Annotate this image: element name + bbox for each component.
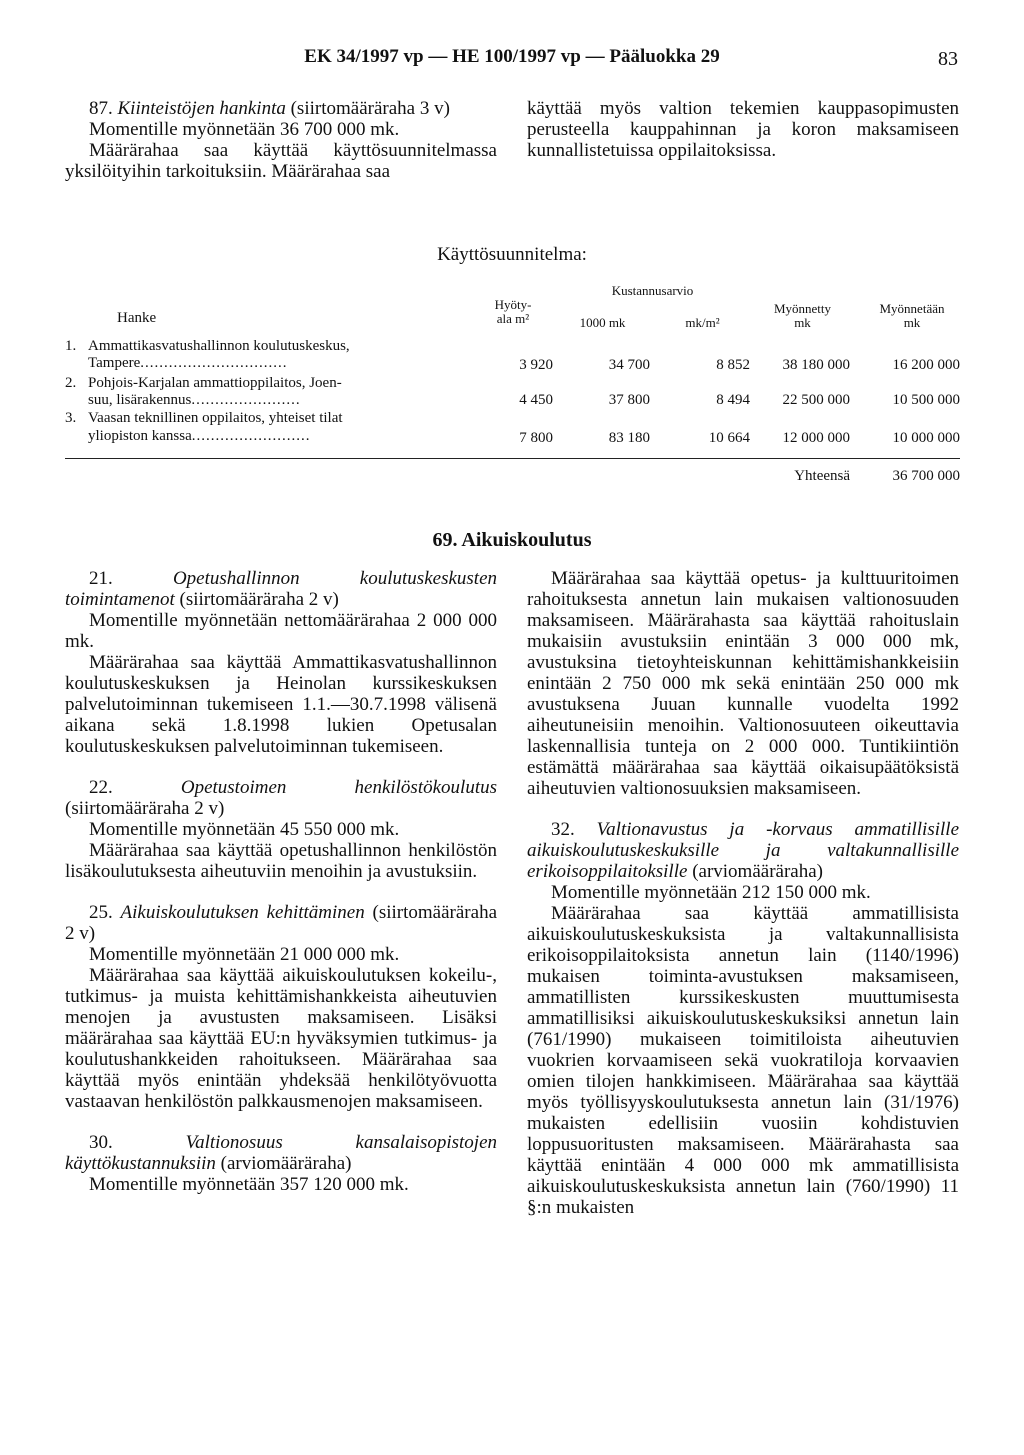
item-25-amount: Momentille myönnetään 21 000 000 mk. [89, 944, 400, 965]
col-header-area: Hyöty- [494, 297, 532, 312]
item-87-usage: Määrärahaa saa käyttää käyttösuunnitelmassa yksilöityihin tarkoituksiin. Määrärahaa saa [65, 140, 497, 182]
item-32-usage: Määrärahaa saa käyttää ammatillisista aikuiskoulutuskeskuksista ja valtakunnallisista erikoisoppilaitoksista annetun lain (1140/1996) mukaisen toiminta-avustuksen maksamiseen, ammatillisten kurssikeskusten muuttumisesta ammatillisiksi aikuiskoulutuskeskuksiksi annetun lain (761/1990) mukaiseen toimitiloista aiheutuvien vuokrien korvaamiseen sekä vuokratiloja korvaavien omien tilojen hankkimiseen. Määrärahaa saa käyttää myös työllisyyskoulutuksesta annetun lain (31/1976) mukaisten edellisiin vuosiin kohdistuvien loppusuoritusten maksamiseen. Määrärahasta saa käyttää enintään 4 000 000 mk ammatillisista aikuiskoulutuskeskuksista annetun lain (760/1990) 11 §:n mukaisten [527, 903, 959, 1218]
table-cell-area: 4 450 [519, 392, 553, 408]
item-32-heading: 32. Valtionavustus ja -korvaus ammatillisille aikuiskoulutuskeskuksille ja valtakunnallisille erikoisoppilaitoksille (arviomääräraha) [527, 819, 959, 882]
table-row-hanke: Vaasan teknillinen oppilaitos, yhteiset tilat [88, 410, 343, 426]
item-21-title: Opetushallinnon koulutuskeskusten toimintamenot [65, 568, 497, 610]
item-87-heading: 87. Kiinteistöjen hankinta (siirtomääräraha 3 v) [89, 98, 450, 119]
item-30-usage: Määrärahaa saa käyttää opetus- ja kulttuuritoimen rahoituksesta annetun lain mukaisen valtionosuuden maksamiseen. Määrärahasta saa käyttää rahoituslain mukaisiin avustuksiin enintään 3 000 000 mk, avustuksina tietoyhteiskunnan kehittämishankkeisiin enintään 2 750 000 mk sekä enintään 250 000 mk avustuksena Juuan kunnalle vuodelta 1992 aiheutuneisiin menoihin. Valtionosuuteen oikeuttavia laskennallisia tunteja on 2 000 000. Tuntikiintiön estämättä määrärahaa saa käyttää oikaisupäätöksistä aiheutuvien valtionosuuksien maksamiseen. [527, 568, 959, 799]
plan-table-title: Käyttösuunnitelma: [437, 244, 587, 265]
table-cell-granted: 12 000 000 [782, 430, 850, 446]
item-87-title: Kiinteistöjen hankinta [117, 98, 286, 119]
item-22-title: Opetustoimen henkilöstökoulutus [180, 777, 497, 798]
table-cell-granting: 10 000 000 [892, 430, 960, 446]
item-30-heading: 30. Valtionosuus kansalaisopistojen käyttökustannuksiin (arviomääräraha) [65, 1132, 497, 1174]
table-row-no: 2. [65, 375, 77, 391]
table-row-hanke-cont: Tampere............................... [88, 355, 288, 371]
item-30-title: Valtionosuus kansalaisopistojen käyttökustannuksiin [65, 1132, 497, 1174]
table-cell-granting: 10 500 000 [892, 392, 960, 408]
table-cell-per-m2: 8 494 [716, 392, 750, 408]
item-25-heading: 25. Aikuiskoulutuksen kehittäminen (siirtomääräraha 2 v) [65, 902, 497, 944]
item-87-amount: Momentille myönnetään 36 700 000 mk. [89, 119, 400, 140]
table-cell-area: 3 920 [519, 357, 553, 373]
item-21-heading: 21. Opetushallinnon koulutuskeskusten toimintamenot (siirtomääräraha 2 v) [65, 568, 497, 610]
table-cell-area: 7 800 [519, 430, 553, 446]
table-rule [65, 458, 960, 459]
item-87-continued [527, 98, 959, 161]
item-22-heading: 22. Opetustoimen henkilöstökoulutus (siirtomääräraha 2 v) [65, 777, 497, 819]
col-header-granting: Myönnetään [879, 301, 945, 316]
item-22-amount: Momentille myönnetään 45 550 000 mk. [89, 819, 400, 840]
table-cell-cost: 37 800 [608, 392, 650, 408]
table-row-hanke: Ammattikasvatushallinnon koulutuskeskus, [88, 338, 350, 354]
left-column [65, 568, 497, 1195]
table-row-hanke-cont: yliopiston kanssa......................... [88, 428, 311, 444]
page-number: 83 [938, 48, 958, 70]
table-total-label: Yhteensä [794, 468, 850, 484]
table-cell-granting: 16 200 000 [892, 357, 960, 373]
col-header-cost-mk: 1000 mk [579, 315, 626, 330]
col-header-granted: Myönnetty [773, 301, 832, 316]
table-total-value: 36 700 000 [892, 468, 960, 484]
item-25-title: Aikuiskoulutuksen kehittäminen [120, 902, 365, 923]
item-25-usage: Määrärahaa saa käyttää aikuiskoulutuksen kokeilu-, tutkimus- ja muista kehittämishankkeista aiheutuvien menojen ja avustusten maksamiseen. Lisäksi määrärahaa saa käyttää EU:n hyväksymien tutkimus- ja koulutushankkeiden rahoitukseen. Määrärahaa saa käyttää myös enintään yhdeksää henkilötyövuotta vastaavan henkilöstön palkkausmenojen maksamiseen. [65, 965, 497, 1112]
item-21-usage: Määrärahaa saa käyttää Ammattikasvatushallinnon koulutuskeskuksen ja Heinolan kurssikeskuksen palvelutoiminnan tukemiseen 1.1.—30.7.1998 välisenä aikana sekä 1.8.1998 lukien Opetusalan koulutuskeskuksen palvelutoiminnan tukemiseen. [65, 652, 497, 757]
page-header [0, 46, 1024, 76]
right-column [527, 568, 959, 1218]
col-header-granting-unit: mk [903, 315, 921, 330]
table-cell-per-m2: 10 664 [708, 430, 750, 446]
table-cell-granted: 38 180 000 [782, 357, 850, 373]
running-head: EK 34/1997 vp — HE 100/1997 vp — Pääluokka 29 [304, 46, 720, 67]
table-row-no: 3. [65, 410, 77, 426]
col-header-cost-m2: mk/m² [685, 315, 720, 330]
item-32-title: Valtionavustus ja -korvaus ammatillisille aikuiskoulutuskeskuksille ja valtakunnallisille erikoisoppilaitoksille [527, 819, 959, 882]
table-row-no: 1. [65, 338, 77, 354]
item-32-amount: Momentille myönnetään 212 150 000 mk. [551, 882, 871, 903]
col-header-area-unit: ala m² [496, 311, 530, 326]
col-header-cost-group: Kustannusarvio [611, 283, 694, 298]
item-21-amount: Momentille myönnetään nettomäärärahaa 2 000 000 mk. [65, 610, 497, 652]
table-row-hanke: Pohjois-Karjalan ammattioppilaitos, Joen- [88, 375, 342, 391]
item-87-usage-cont: käyttää myös valtion tekemien kauppasopimusten perusteella kauppahinnan ja koron maksamiseen kunnallistetuissa oppilaitoksissa. [527, 98, 959, 161]
col-header-granted-unit: mk [794, 315, 811, 330]
col-header-hanke: Hanke [117, 310, 157, 326]
table-cell-granted: 22 500 000 [782, 392, 850, 408]
table-cell-per-m2: 8 852 [716, 357, 750, 373]
table-cell-cost: 34 700 [608, 357, 650, 373]
item-87 [65, 98, 497, 182]
section-title: 69. Aikuiskoulutus [432, 529, 592, 551]
table-cell-cost: 83 180 [608, 430, 650, 446]
item-30-amount: Momentille myönnetään 357 120 000 mk. [89, 1174, 409, 1195]
table-row-hanke-cont: suu, lisärakennus....................... [88, 392, 301, 408]
item-22-usage: Määrärahaa saa käyttää opetushallinnon henkilöstön lisäkoulutuksesta aiheutuviin menoihin ja avustuksiin. [65, 840, 497, 882]
